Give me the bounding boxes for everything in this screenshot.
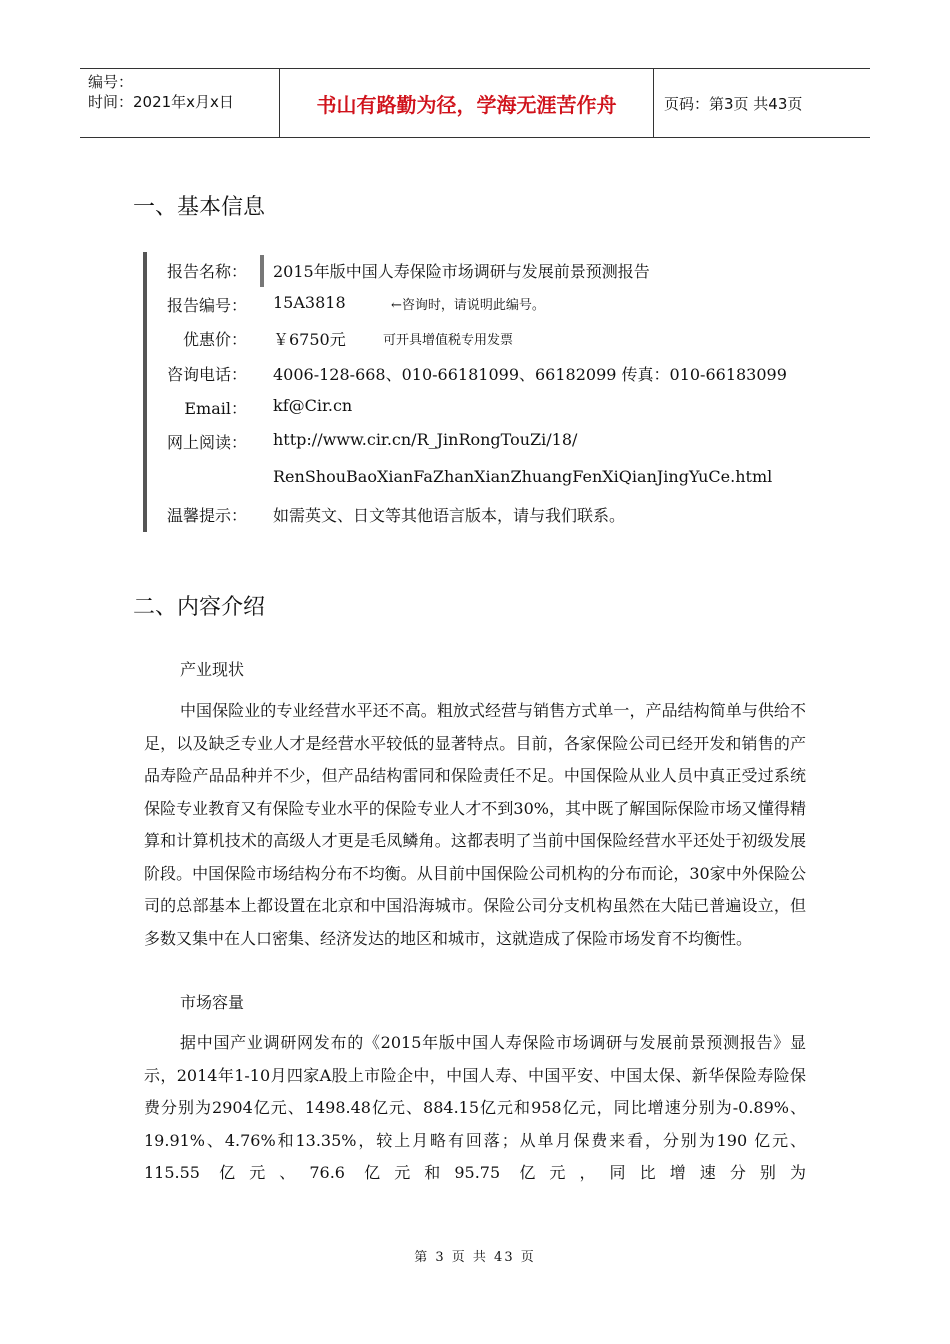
field-label: 报告编号： xyxy=(166,296,247,315)
page-header xyxy=(80,68,870,138)
field-value: 如需英文、日文等其他语言版本，请与我们联系。 xyxy=(273,506,626,525)
title-separator xyxy=(260,255,264,287)
field-label: 网上阅读： xyxy=(166,433,247,452)
paragraph-text: 据中国产业调研网发布的《2015年版中国人寿保险市场调研与发展前景预测报告》显示，2014年1-10月四家A股上市险企中，中国人寿、中国平安、中国太保、新华保险寿险保费分别为2904亿元、1498.48亿元、884.15亿元和958亿元，同比增速分别为-0.89%、19.91%、4.76%和13.35%，较上月略有回落；从单月保费来看，分别为190 亿元、115.55 亿元、76.6 亿元和95.75 亿元，同比增速分别为 xyxy=(144,1033,806,1182)
field-value: 2015年版中国人寿保险市场调研与发展前景预测报告 xyxy=(273,262,650,281)
field-label: 优惠价： xyxy=(182,330,247,349)
paragraph-industry-status xyxy=(144,695,806,955)
subheading-market-capacity: 市场容量 xyxy=(180,993,245,1012)
url-link[interactable]: http://www.cir.cn/R_JinRongTouZi/18/ xyxy=(273,430,578,449)
field-note: 可开具增值税专用发票 xyxy=(383,333,514,348)
field-label: 报告名称： xyxy=(166,262,247,281)
basic-info-block xyxy=(143,252,847,532)
field-value: ￥6750元 xyxy=(273,330,346,349)
header-page-info: 页码：第3页 共43页 xyxy=(664,94,803,113)
field-value: 4006-128-668、010-66181099、66182099 传真：010-66183099 xyxy=(273,365,787,384)
field-label: 温馨提示： xyxy=(166,506,247,525)
header-motto: 书山有路勤为径，学海无涯苦作舟 xyxy=(280,69,654,137)
field-label: 咨询电话： xyxy=(166,365,247,384)
paragraph-market-capacity xyxy=(144,1027,806,1190)
field-label: Email： xyxy=(184,399,247,418)
url-link-continued[interactable]: RenShouBaoXianFaZhanXianZhuangFenXiQianJingYuCe.html xyxy=(273,467,773,486)
field-note: ←咨询时，请说明此编号。 xyxy=(391,298,545,313)
paragraph-text: 中国保险业的专业经营水平还不高。粗放式经营与销售方式单一，产品结构简单与供给不足，以及缺乏专业人才是经营水平较低的显著特点。目前，各家保险公司已经开发和销售的产品寿险产品品种并不少，但产品结构雷同和保险责任不足。中国保险从业人员中真正受过系统保险专业教育又有保险专业水平的保险专业人才不到30%，其中既了解国际保险市场又懂得精算和计算机技术的高级人才更是毛凤鳞角。这都表明了当前中国保险经营水平还处于初级发展阶段。中国保险市场结构分布不均衡。从目前中国保险公司机构的分布而论，30家中外保险公司的总部基本上都设置在北京和中国沿海城市。保险公司分支机构虽然在大陆已普遍设立，但多数又集中在人口密集、经济发达的地区和城市，这就造成了保险市场发育不均衡性。 xyxy=(144,701,806,948)
page-footer: 第 3 页 共 43 页 xyxy=(414,1250,536,1265)
header-number: 编号： xyxy=(88,73,134,91)
subheading-industry-status: 产业现状 xyxy=(180,660,245,679)
section-title-basic-info: 一、基本信息 xyxy=(133,195,266,220)
header-meta xyxy=(80,69,280,137)
section-title-content: 二、内容介绍 xyxy=(133,595,266,620)
email-link[interactable]: kf@Cir.cn xyxy=(273,396,353,415)
header-time: 时间：2021年x月x日 xyxy=(88,93,234,111)
field-value: 15A3818 xyxy=(273,293,346,312)
